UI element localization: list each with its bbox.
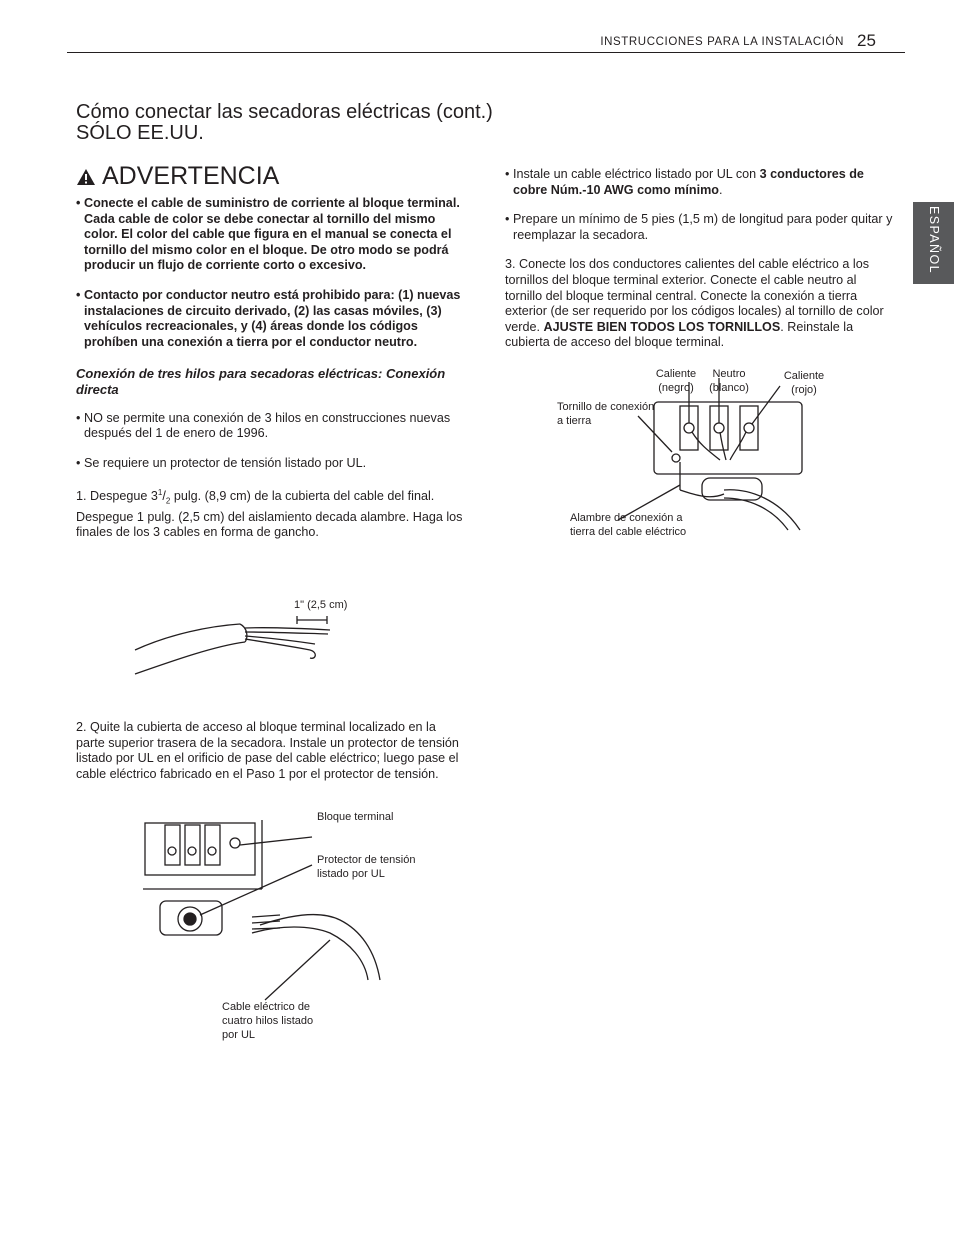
warning-heading [76,162,279,191]
warning-item-1: • Conecte el cable de suministro de corriente al bloque terminal. Cada cable de color se debe conectar al tornillo del mismo color. El color del cable que figura en el manual se conecta el tornillo del mismo color en el bloque. De otro modo se podrá producir un flujo de corriente corto o excesivo. [76,196,460,273]
right-column [505,167,893,351]
bullet-ul-cord: • Instale un cable eléctrico listado por UL con 3 conductores de cobre Núm.-10 AWG como mínimo. [505,167,864,197]
bullet-strain-relief: • Se requiere un protector de tensión listado por UL. [76,455,367,470]
fig2-label-relief: Protector de tensión listado por UL [317,854,416,880]
fig3-label-ground-screw: Tornillo de conexión a tierra [557,401,655,427]
fig2-label-block: Bloque terminal [317,811,394,823]
fig3-label-ground-wire: Alambre de conexión a tierra del cable eléctrico [570,512,687,538]
fig2-label-cord: Cable eléctrico de cuatro hilos listado por UL [222,1001,314,1041]
warning-triangle-icon [76,168,96,186]
fig3-label-neutral: Neutro (blanco) [709,368,749,394]
fig3-label-hot-red: Caliente (rojo) [783,370,825,396]
language-tab [913,202,954,284]
page-title-line1: Cómo conectar las secadoras eléctricas (cont.) [76,101,493,123]
terminal-block-wiring-illustration [640,390,820,535]
warning-heading-text: ADVERTENCIA [102,162,280,190]
page-title [76,102,493,144]
page-number: 25 [857,31,876,50]
left-column [76,196,468,541]
step-1: 1. Despegue $3^1/_2$ pulg. (8,9 cm) de la cubierta del cable del final. Despegue 1 pulg. (2,5 cm) del aislamiento decada alambre. Haga los finales de los 3 cables en forma de gancho. [76,488,463,540]
page-title-line2: SÓLO EE.UU. [76,122,204,144]
step-3: 3. Conecte los dos conductores calientes del cable eléctrico a los tornillos del bloque terminal exterior. Conecte el cable neutro al tornillo del bloque terminal central. Conecte la conexión a tierra exterior (de ser requerido por los códigos locales) al tornillo de color verde. AJUSTE BIEN TODOS LOS TORNILLOS. Reinstale la cubierta de acceso del bloque terminal. [505,257,884,350]
warning-item-2: • Contacto por conductor neutro está prohibido para: (1) nuevas instalaciones de circuito derivado, (2) las casas móviles, (3) vehículos recreacionales, y (4) áreas donde los códigos prohíben una conexión a tierra por el conductor neutro. [76,287,461,349]
stripped-cable-illustration [130,612,340,682]
fig1-dimension-label: 1" (2,5 cm) [294,599,348,611]
header-section-title: INSTRUCCIONES PARA LA INSTALACIÓN [600,36,844,48]
fig3-label-hot-black: Caliente (negro) [655,368,697,394]
header-rule [67,52,905,53]
bullet-no-3-wire: • NO se permite una conexión de 3 hilos en construcciones nuevas después del 1 de enero de 1996. [76,410,451,441]
step-2: 2. Quite la cubierta de acceso al bloque terminal localizado en la parte superior trasera de la secadora. Instale un protector de tensión listado por UL en el orificio de pase del cable eléctrico; luego pase el cable eléctrico fabricado en el Paso 1 por el protector de tensión. [76,720,459,781]
strain-relief-illustration [140,815,390,985]
subheading-three-wire: Conexión de tres hilos para secadoras eléctricas: Conexión directa [76,366,446,397]
language-tab-label: ESPAÑOL [927,206,941,274]
bullet-length: • Prepare un mínimo de 5 pies (1,5 m) de longitud para poder quitar y reemplazar la secadora. [505,212,893,242]
